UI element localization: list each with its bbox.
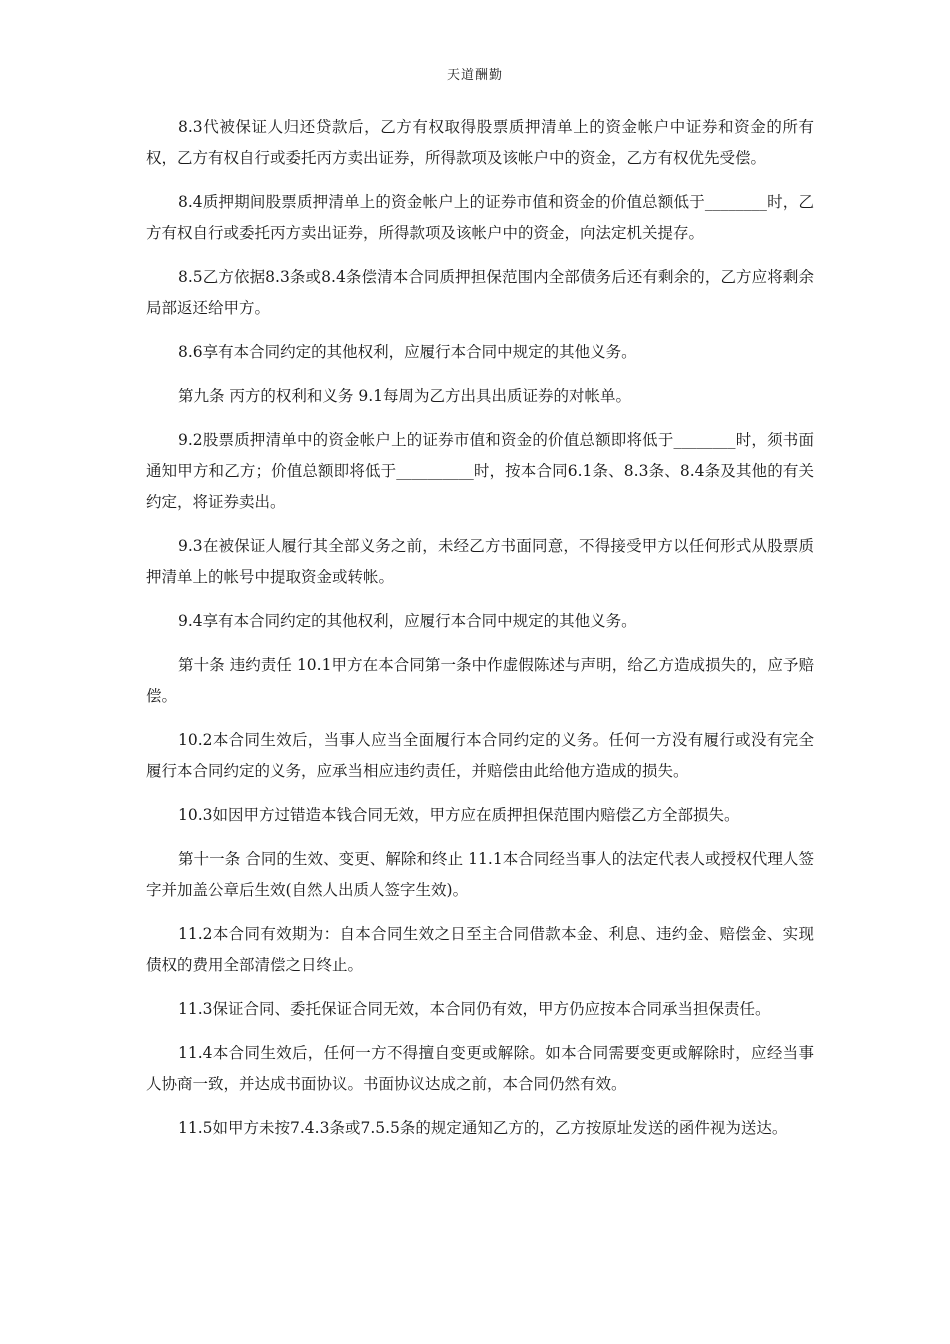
paragraph-article-11: 第十一条 合同的生效、变更、解除和终止 11.1本合同经当事人的法定代表人或授权代理人签字并加盖公章后生效(自然人出质人签字生效)。: [146, 850, 814, 899]
paragraph-9-4: 9.4享有本合同约定的其他权利，应履行本合同中规定的其他义务。: [178, 612, 637, 630]
document-body: [146, 112, 814, 1157]
paragraph-8-3: 8.3代被保证人归还贷款后，乙方有权取得股票质押清单上的资金帐户中证券和资金的所有权，乙方有权自行或委托丙方卖出证券，所得款项及该帐户中的资金，乙方有权优先受偿。: [146, 118, 814, 167]
paragraph-11-2: 11.2本合同有效期为：自本合同生效之日至主合同借款本金、利息、违约金、赔偿金、实现债权的费用全部清偿之日终止。: [146, 925, 814, 974]
paragraph-article-10: 第十条 违约责任 10.1甲方在本合同第一条中作虚假陈述与声明，给乙方造成损失的，应予赔偿。: [146, 656, 814, 705]
paragraph-9-2: 9.2股票质押清单中的资金帐户上的证券市值和资金的价值总额即将低于________时，须书面通知甲方和乙方；价值总额即将低于__________时，按本合同6.1条、8.3条、8.4条及其他的有关约定，将证券卖出。: [146, 431, 814, 511]
paragraph-article-9: 第九条 丙方的权利和义务 9.1每周为乙方出具出质证券的对帐单。: [178, 387, 632, 405]
paragraph-10-3: 10.3如因甲方过错造本钱合同无效，甲方应在质押担保范围内赔偿乙方全部损失。: [178, 806, 740, 824]
paragraph-9-3: 9.3在被保证人履行其全部义务之前，未经乙方书面同意，不得接受甲方以任何形式从股票质押清单上的帐号中提取资金或转帐。: [146, 537, 814, 586]
paragraph-11-3: 11.3保证合同、委托保证合同无效，本合同仍有效，甲方仍应按本合同承当担保责任。: [178, 1000, 771, 1018]
paragraph-10-2: 10.2本合同生效后，当事人应当全面履行本合同约定的义务。任何一方没有履行或没有完全履行本合同约定的义务，应承当相应违约责任，并赔偿由此给他方造成的损失。: [146, 731, 814, 780]
paragraph-8-4: 8.4质押期间股票质押清单上的资金帐户上的证券市值和资金的价值总额低于________时，乙方有权自行或委托丙方卖出证券，所得款项及该帐户中的资金，向法定机关提存。: [146, 193, 814, 242]
paragraph-8-5: 8.5乙方依据8.3条或8.4条偿清本合同质押担保范围内全部债务后还有剩余的，乙方应将剩余局部返还给甲方。: [146, 268, 814, 317]
paragraph-8-6: 8.6享有本合同约定的其他权利，应履行本合同中规定的其他义务。: [178, 343, 637, 361]
paragraph-11-4: 11.4本合同生效后，任何一方不得擅自变更或解除。如本合同需要变更或解除时，应经当事人协商一致，并达成书面协议。书面协议达成之前，本合同仍然有效。: [146, 1044, 814, 1093]
page-header: 天道酬勤: [446, 68, 503, 83]
paragraph-11-5: 11.5如甲方未按7.4.3条或7.5.5条的规定通知乙方的，乙方按原址发送的函件视为送达。: [178, 1119, 788, 1137]
